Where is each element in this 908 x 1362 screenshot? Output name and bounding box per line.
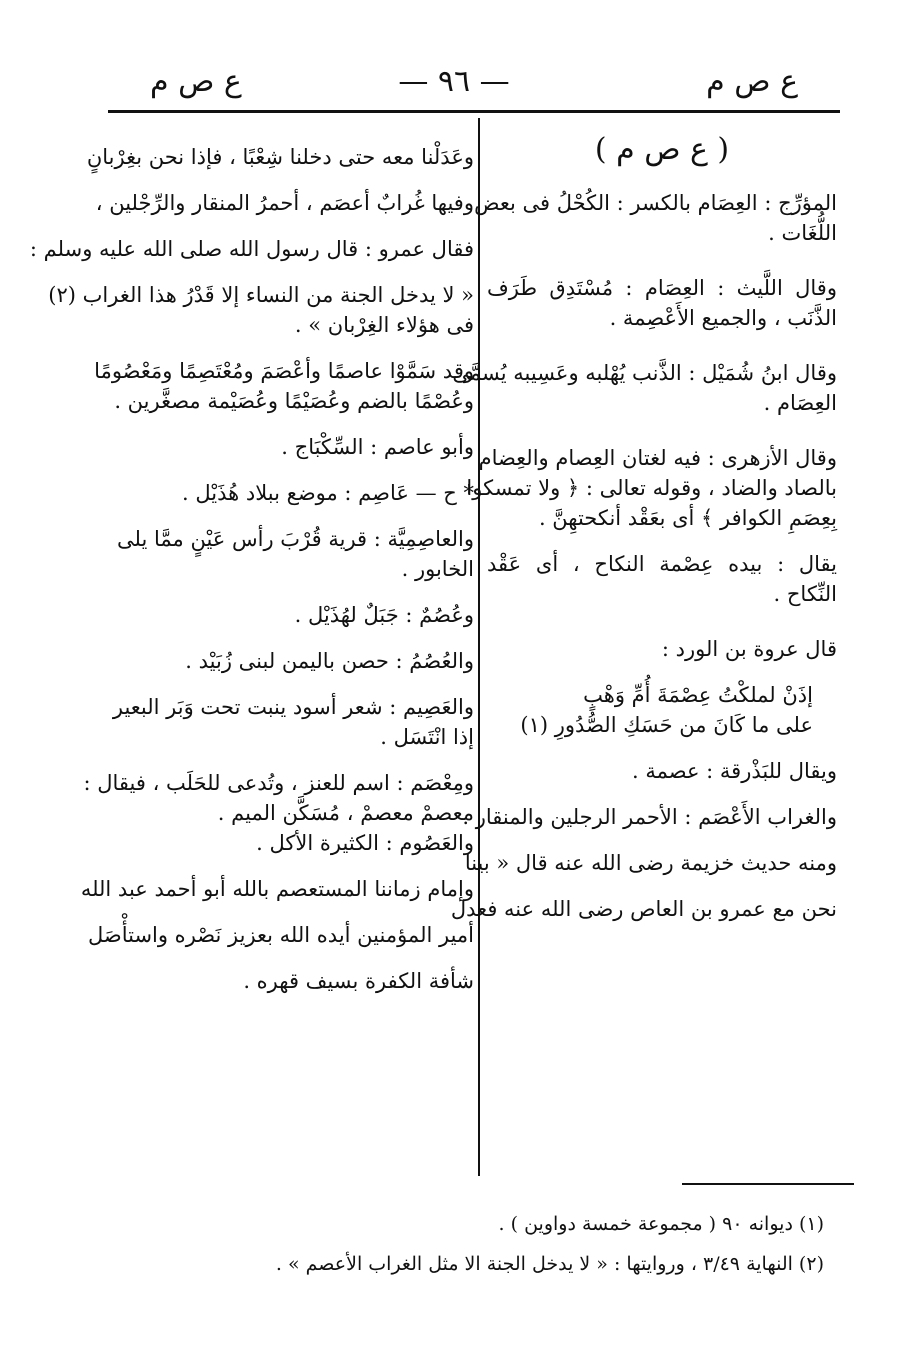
- text-line: وفيها غُرابٌ أعصَم ، أحمرُ المنقار والرِّجْلين ،: [95, 191, 474, 215]
- text-line: نحن مع عمرو بن العاص رضى الله عنه فعدل: [450, 897, 837, 921]
- verse-line: إذَنْ لملكْتُ عِصْمَةَ أُمِّ وَهْبٍ: [583, 683, 813, 707]
- text-line: إذا انْتَسَل .: [380, 725, 474, 749]
- footnotes: [275, 1204, 824, 1284]
- footnote: (٢) النهاية ٣/٤٩ ، وروايتها : « لا يدخل الجنة الا مثل الغراب الأعصم » .: [275, 1253, 824, 1275]
- text-line: وقد سَمَّوْا عاصمًا وأعْصَمَ ومُعْتَصِمًا ومَعْصُومًا: [94, 359, 474, 383]
- text-line: الخابور .: [401, 557, 474, 581]
- text-line: والعُصُمُ : حصن باليمن لبنى زُبَيْد .: [185, 649, 474, 673]
- text-line: وقال الأزهرى : فيه لغتان العِصام والعِضام: [478, 446, 837, 470]
- text-line: العِصَام .: [763, 391, 837, 415]
- text-line: بالصاد والضاد ، وقوله تعالى : ﴿ ولا تمسكوا: [466, 476, 837, 500]
- text-line: والعَصِيم : شعر أسود ينبت تحت وَبَر البعير: [112, 695, 474, 719]
- running-head-left: ع ص م: [150, 64, 242, 99]
- text-line: ومنه حديث خزيمة رضى الله عنه قال « بينا: [464, 851, 837, 875]
- text-line: أمير المؤمنين أيده الله بعزيز نَصْره واستأْصَل: [87, 923, 474, 947]
- footnote-rule: [682, 1183, 854, 1185]
- text-line: « لا يدخل الجنة من النساء إلا قَدْرُ هذا الغراب (٢): [48, 283, 474, 307]
- text-line: قال عروة بن الورد :: [661, 637, 837, 661]
- text-line: * ح — عَاصِم : موضع ببلاد هُذَيْل .: [182, 481, 474, 505]
- text-line: الذَّنَب ، والجميع الأَعْصِمة .: [609, 306, 837, 330]
- text-line: وعَدَلْنا معه حتى دخلنا شِعْبًا ، فإذا نحن بغِرْبانٍ: [86, 145, 474, 169]
- left-column: [29, 126, 474, 996]
- text-line: ومِعْصَم : اسم للعنز ، وتُدعى للحَلَب ، فيقال :: [83, 771, 474, 795]
- text-line: فى هؤلاء الغِرْبان » .: [294, 313, 474, 337]
- text-line: وأبو عاصم : السِّكْبَاج .: [281, 435, 474, 459]
- text-line: شأفة الكفرة بسيف قهره .: [243, 969, 474, 993]
- text-line: وعُصُمٌ : جَبَلٌ لهُذَيْل .: [294, 603, 474, 627]
- column-divider: [478, 118, 480, 1176]
- text-line: وإمام زماننا المستعصم بالله أبو أحمد عبد الله: [80, 877, 474, 901]
- text-line: فقال عمرو : قال رسول الله صلى الله عليه وسلم :: [29, 237, 474, 261]
- running-head-right: ع ص م: [706, 64, 798, 99]
- entry-heading: ( ع ص م ): [594, 132, 730, 167]
- text-line: والعَصُوم : الكثيرة الأكل .: [256, 831, 474, 855]
- text-line: والعاصِمِيَّة : قرية قُرْبَ رأس عَيْنٍ ممَّا يلى: [117, 527, 474, 551]
- text-line: المؤرِّج : العِصَام بالكسر : الكُحْلُ فى بعض: [474, 191, 837, 215]
- page-number: — ٩٦ —: [398, 64, 510, 99]
- text-line: النِّكاح .: [773, 582, 837, 606]
- text-line: وقال اللَّيث : العِصَام : مُسْتَدِق طَرَف: [487, 276, 837, 300]
- text-line: وقال ابنُ شُمَيْل : الذَّنب يُهْلبه وعَسِيبه يُسمَّى: [452, 361, 837, 385]
- text-line: وعُصْمًا بالضم وعُصَيْمًا وعُصَيْمة مصغَّرين .: [114, 389, 474, 413]
- header-rule: [108, 110, 840, 113]
- text-line: يقال : بيده عِصْمة النكاح ، أى عَقْد: [487, 552, 837, 576]
- text-line: اللُّغَات .: [768, 221, 837, 245]
- text-line: والغراب الأَعْصَم : الأحمر الرجلين والمنقار .: [462, 805, 837, 829]
- right-column: [450, 126, 837, 924]
- text-line: بِعِصَمِ الكوافر ﴾ أى بعَقْد أنكحتهِنَّ .: [538, 506, 837, 530]
- text-line: معصمْ معصمْ ، مُسَكَّن الميم .: [217, 801, 474, 825]
- footnote: (١) ديوانه ٩٠ ( مجموعة خمسة دواوين ) .: [498, 1213, 824, 1235]
- text-line: ويقال للبَذْرقة : عصمة .: [631, 759, 837, 783]
- verse-line: على ما كَانَ من حَسَكِ الصُّدُورِ (١): [520, 713, 813, 737]
